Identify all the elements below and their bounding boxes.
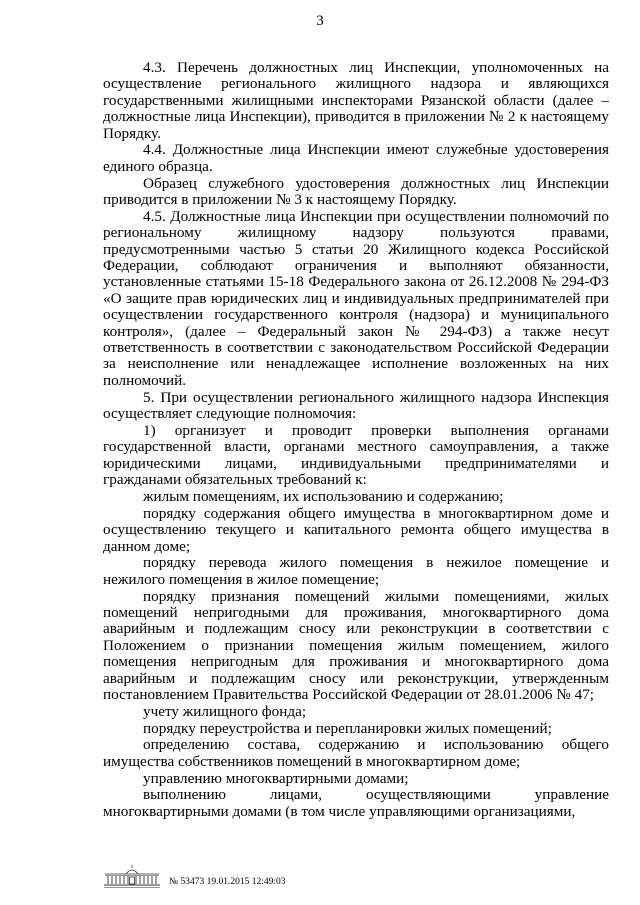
paragraph-list-item: жилым помещениям, их использованию и содержанию; — [143, 487, 504, 505]
paragraph-list-item: порядку признания помещений жилыми помещениями, жилых помещений непригодными для проживания, многоквартирного дома аварийным и подлежащим сносу или реконструкции в соответствии с Положением о признании помещения жилым помещением, жилого помещения непригодным для проживания и многоквартирного дома аварийным и подлежащим сносу или реконструкции, утвержденным постановлением Правительства Российской Федерации от 28.01.2006 № 47; — [103, 587, 609, 703]
page-number: 3 — [316, 13, 324, 29]
document-body — [103, 60, 609, 820]
paragraph-4-3: 4.3. Перечень должностных лиц Инспекции, уполномоченных на осуществление регионального жилищного надзора и являющихся государственными жилищными инспекторами Рязанской области (далее – должностные лица Инспекции), приводится в приложении № 2 к настоящему Порядку. — [103, 59, 609, 142]
paragraph-list-item: определению состава, содержанию и использованию общего имущества собственников помещений в многоквартирном доме; — [103, 736, 609, 770]
paragraph-list-item: управлению многоквартирными домами; — [143, 769, 409, 787]
paragraph-specimen: Образец служебного удостоверения должностных лиц Инспекции приводится в приложении № 3 к настоящему Порядку. — [103, 174, 609, 209]
paragraph-list-item: выполнению лицами, осуществляющими управление многоквартирными домами (в том числе управляющими организациями, — [103, 786, 609, 820]
paragraph-4-4: 4.4. Должностные лица Инспекции имеют служебные удостоверения единого образца. — [103, 141, 609, 175]
paragraph-list-item: учету жилищного фонда; — [143, 702, 307, 720]
paragraph-list-item: порядку содержания общего имущества в многоквартирном доме и осуществлению текущего и капитального ремонта общего имущества в данном доме; — [103, 504, 609, 555]
paragraph-4-5: 4.5. Должностные лица Инспекции при осуществлении полномочий по региональному жилищному надзору пользуются правами, предусмотренными частью 5 статьи 20 Жилищного кодекса Российской Федерации, соблюдают ограничения и выполняют обязанности, установленные статьями 15-18 Федерального закона от 26.12.2008 № 294-ФЗ «О защите прав юридических лиц и индивидуальных предпринимателей при осуществлении государственного контроля (надзора) и муниципального контроля», (далее – Федеральный закон № 294-ФЗ) а также несут ответственность в соответствии с законодательством Российской Федерации за неисполнение или ненадлежащее исполнение возложенных на них полномочий. — [103, 207, 609, 389]
paragraph-list-item: порядку перевода жилого помещения в нежилое помещение и нежилого помещения в жилое помещение; — [103, 554, 609, 588]
registration-stamp: № 53473 19.01.2015 12:49:03 — [169, 877, 286, 887]
paragraph-list-item: порядку переустройства и перепланировки жилых помещений; — [143, 719, 552, 737]
building-logo-icon — [103, 864, 161, 890]
page-footer — [103, 862, 609, 892]
paragraph-5: 5. При осуществлении регионального жилищного надзора Инспекция осуществляет следующие полномочия: — [103, 388, 609, 423]
paragraph-item-1: 1) организует и проводит проверки выполнения органами государственной власти, органами местного самоуправления, а также юридическими лицами, индивидуальными предпринимателями и гражданами обязательных требований к: — [103, 421, 609, 489]
